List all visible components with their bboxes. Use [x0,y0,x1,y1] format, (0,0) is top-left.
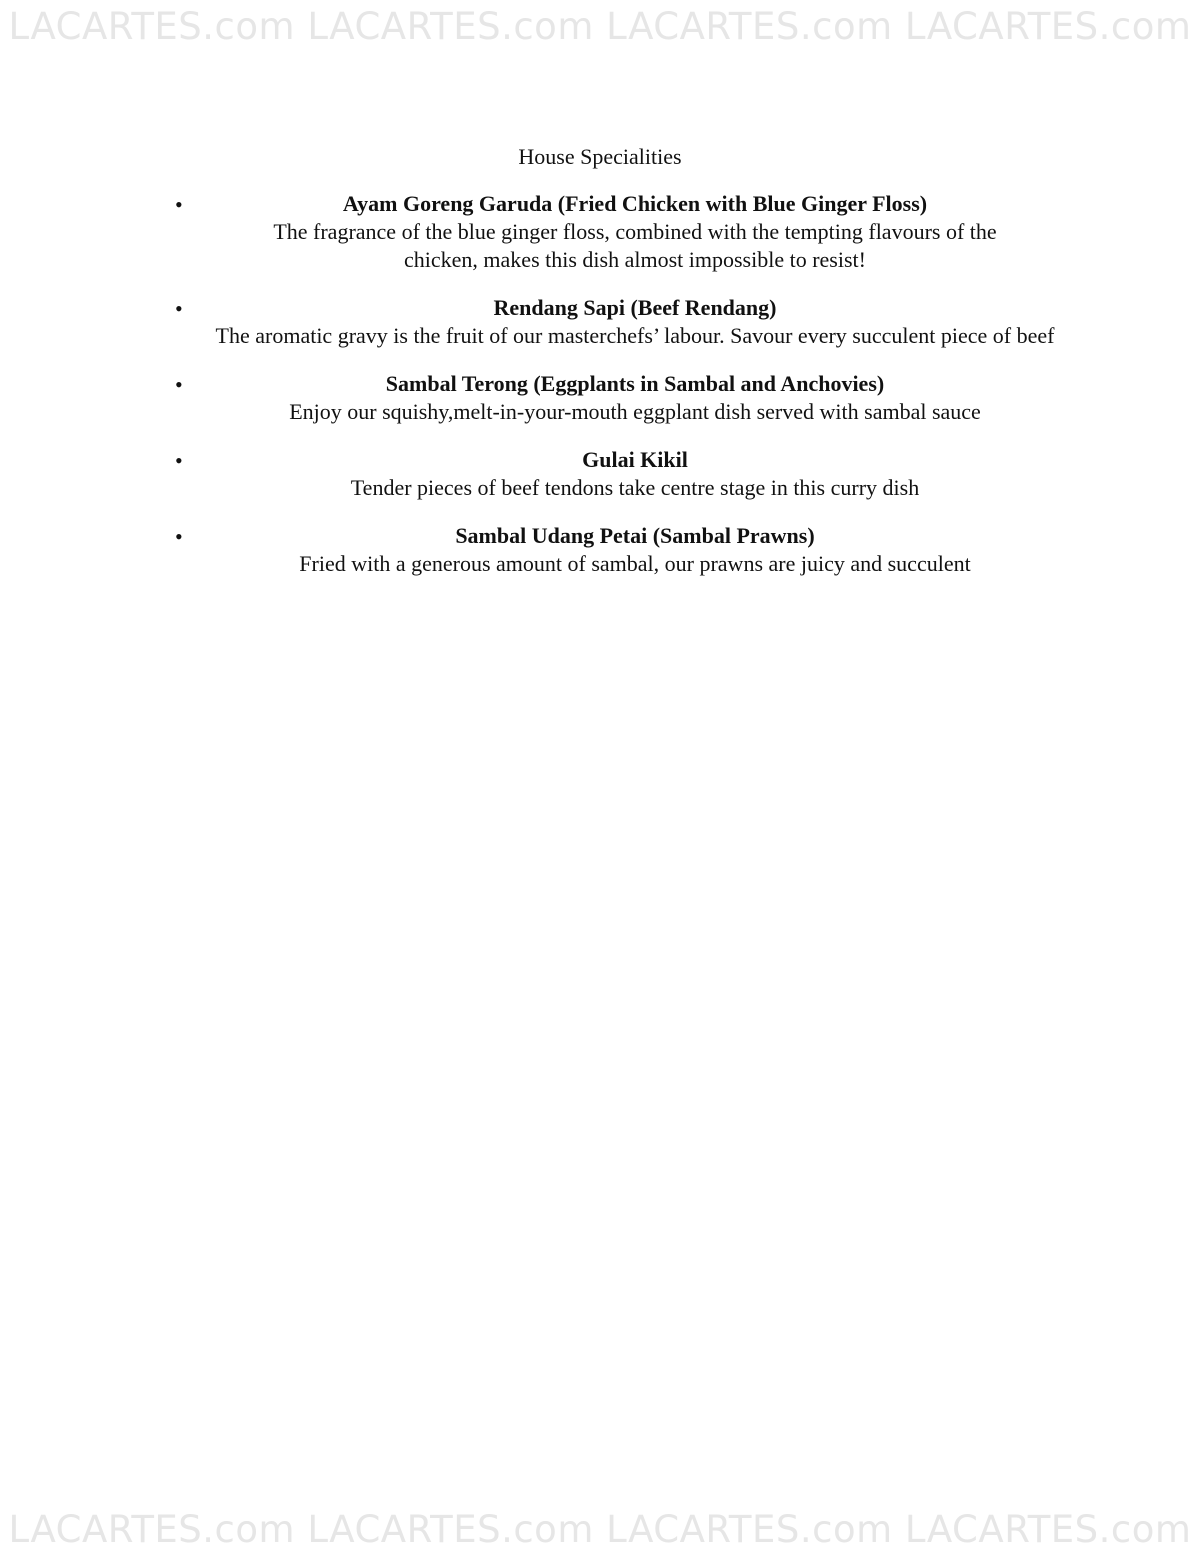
dish-list [170,190,1070,578]
bullet-icon: • [175,524,183,549]
dish-item-sambal-terong [170,370,1070,426]
dish-name: Sambal Terong (Eggplants in Sambal and Anchovies) [385,371,885,396]
dish-description: Fried with a generous amount of sambal, our prawns are juicy and succulent [299,551,971,576]
bullet-icon: • [175,448,183,473]
dish-item-rendang-sapi [170,294,1070,350]
watermark-bottom: LACARTES.com LACARTES.com LACARTES.com LACARTES.com [8,1508,1192,1551]
dish-description: The fragrance of the blue ginger floss, combined with the tempting flavours of the chicken, makes this dish almost impossible to resist! [273,219,997,272]
dish-item-sambal-udang-petai [170,522,1070,578]
dish-description: Enjoy our squishy,melt-in-your-mouth eggplant dish served with sambal sauce [289,399,981,424]
bullet-icon: • [175,296,183,321]
dish-name: Rendang Sapi (Beef Rendang) [493,295,777,320]
dish-name: Ayam Goreng Garuda (Fried Chicken with Blue Ginger Floss) [342,191,928,216]
bullet-icon: • [175,372,183,397]
dish-name: Gulai Kikil [582,447,688,472]
dish-name: Sambal Udang Petai (Sambal Prawns) [455,523,815,548]
dish-description: Tender pieces of beef tendons take centre stage in this curry dish [350,475,920,500]
dish-item-ayam-goreng-garuda [170,190,1070,274]
dish-description: The aromatic gravy is the fruit of our masterchefs’ labour. Savour every succulent piece of beef [215,323,1055,348]
dish-item-gulai-kikil [170,446,1070,502]
bullet-icon: • [175,192,183,217]
watermark-top: LACARTES.com LACARTES.com LACARTES.com LACARTES.com [8,5,1192,48]
menu-section-title: House Specialities [518,144,682,169]
